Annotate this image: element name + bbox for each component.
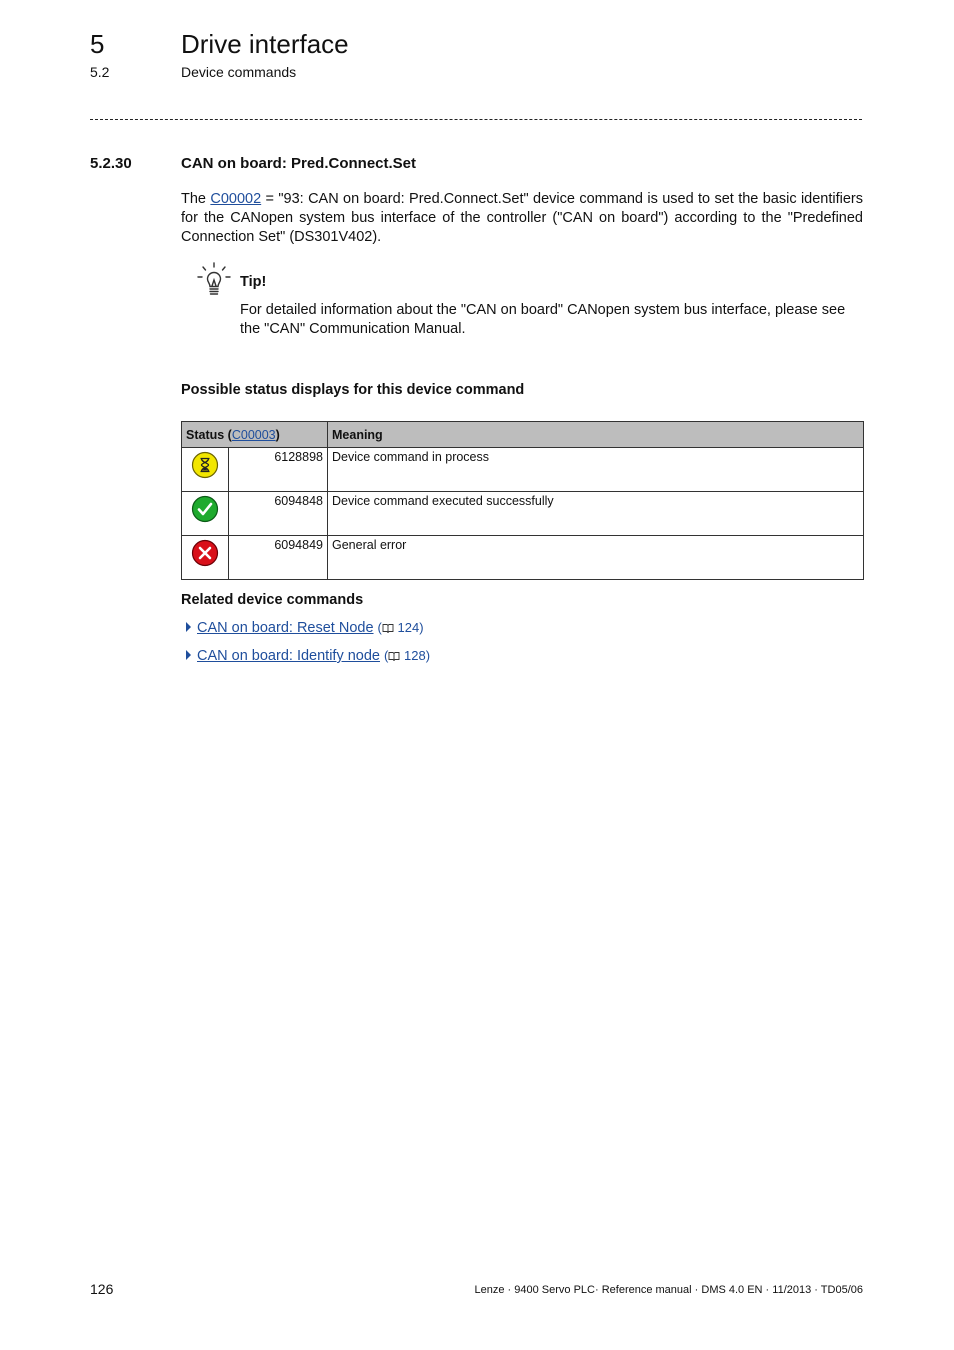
- lightbulb-icon: [196, 262, 232, 298]
- table-row: [182, 448, 864, 492]
- tip-label: Tip!: [240, 274, 267, 290]
- intro-text: = "93: CAN on board: Pred.Connect.Set" device command is used to set the basic identifiers for the CANopen system bus interface of the controller ("CAN on board") according to the "Predefined Connection Set" (DS301V402).: [181, 191, 864, 245]
- chapter-title: Drive interface: [181, 29, 349, 59]
- intro-paragraph: [181, 190, 863, 247]
- meaning-column-header: Meaning: [328, 422, 864, 448]
- status-code: 6128898: [228, 448, 327, 492]
- page-reference[interactable]: ( 128): [384, 648, 431, 663]
- section-title: CAN on board: Pred.Connect.Set: [181, 155, 417, 172]
- book-icon: [382, 623, 394, 633]
- status-column-header: Status (C00003): [182, 422, 328, 448]
- hourglass-icon: [191, 451, 219, 479]
- subchapter-number: 5.2: [90, 64, 110, 80]
- page-number: 126: [90, 1281, 114, 1297]
- arrow-right-icon: [186, 650, 191, 660]
- footer-text: Lenze · 9400 Servo PLC· Reference manual · DMS 4.0 EN · 11/2013 · TD05/06: [474, 1284, 863, 1296]
- book-icon: [388, 651, 400, 661]
- related-heading: Related device commands: [181, 592, 364, 608]
- status-code: 6094848: [228, 492, 327, 536]
- status-heading: Possible status displays for this device command: [181, 382, 525, 398]
- table-row: [182, 492, 864, 536]
- status-meaning: General error: [328, 536, 864, 580]
- c00002-link[interactable]: C00002: [210, 191, 262, 207]
- arrow-right-icon: [186, 622, 191, 632]
- status-table-header: [182, 422, 864, 448]
- status-meaning: Device command executed successfully: [328, 492, 864, 536]
- related-item-identify-node: [186, 646, 430, 666]
- tip-text: For detailed information about the "CAN on board" CANopen system bus interface, please see the "CAN" Communication Manual.: [240, 302, 846, 337]
- chapter-number: 5: [90, 29, 105, 59]
- check-icon: [191, 495, 219, 523]
- c00003-link[interactable]: C00003: [231, 427, 276, 442]
- table-row: [182, 536, 864, 580]
- error-x-icon: [191, 539, 219, 567]
- reset-node-link[interactable]: CAN on board: Reset Node: [197, 620, 374, 636]
- header-divider: [90, 119, 862, 120]
- subchapter-title: Device commands: [181, 64, 297, 80]
- status-code: 6094849: [228, 536, 327, 580]
- related-item-reset-node: [186, 618, 424, 638]
- section-number: 5.2.30: [90, 155, 132, 172]
- status-meaning: Device command in process: [328, 448, 864, 492]
- page-reference[interactable]: ( 124): [377, 620, 424, 635]
- intro-prefix: The: [181, 191, 211, 207]
- identify-node-link[interactable]: CAN on board: Identify node: [197, 648, 380, 664]
- status-table: [181, 421, 864, 580]
